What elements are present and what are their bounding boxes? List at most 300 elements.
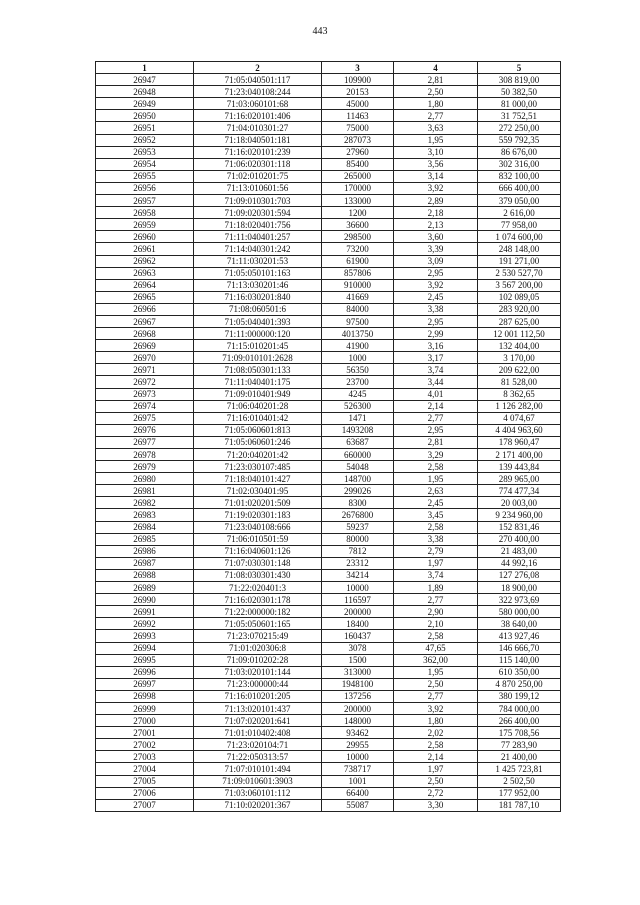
table-row <box>96 666 561 678</box>
cell-rate: 2,81 <box>394 436 478 448</box>
cell-cadastral-number: 71:23:000000:44 <box>194 678 322 690</box>
table-row <box>96 207 561 219</box>
cell-rate: 2,99 <box>394 328 478 340</box>
table-row <box>96 787 561 799</box>
cell-record-number: 26993 <box>96 630 194 642</box>
cell-record-number: 26954 <box>96 158 194 170</box>
table-row <box>96 582 561 594</box>
cell-record-number: 26972 <box>96 376 194 388</box>
cell-area: 29955 <box>322 739 394 751</box>
cell-area: 61900 <box>322 255 394 267</box>
cell-rate: 1,95 <box>394 134 478 146</box>
table-row <box>96 702 561 714</box>
cell-rate: 2,58 <box>394 461 478 473</box>
table-row <box>96 727 561 739</box>
data-table <box>95 61 561 812</box>
cell-area: 41669 <box>322 291 394 303</box>
cell-record-number: 26975 <box>96 412 194 424</box>
table-row <box>96 364 561 376</box>
cell-cadastral-number: 71:11:000000:120 <box>194 328 322 340</box>
cell-rate: 3,38 <box>394 533 478 545</box>
cell-cadastral-number: 71:07:020201:641 <box>194 715 322 727</box>
cell-cadastral-number: 71:11:040401:175 <box>194 376 322 388</box>
table-row <box>96 146 561 158</box>
table-row <box>96 279 561 291</box>
cell-area: 93462 <box>322 727 394 739</box>
table-row <box>96 642 561 654</box>
table-header <box>96 62 561 74</box>
cell-record-number: 26985 <box>96 533 194 545</box>
table-row <box>96 533 561 545</box>
cell-value: 21 483,00 <box>478 545 561 557</box>
cell-rate: 362,00 <box>394 654 478 666</box>
cell-rate: 2,81 <box>394 74 478 86</box>
cell-value: 666 400,00 <box>478 182 561 194</box>
cell-rate: 3,63 <box>394 122 478 134</box>
cell-cadastral-number: 71:06:040201:28 <box>194 400 322 412</box>
cell-rate: 4,01 <box>394 388 478 400</box>
cell-cadastral-number: 71:09:020301:594 <box>194 207 322 219</box>
cell-record-number: 26950 <box>96 110 194 122</box>
cell-cadastral-number: 71:08:060501:6 <box>194 303 322 315</box>
cell-value: 308 819,00 <box>478 74 561 86</box>
cell-cadastral-number: 71:23:070215:49 <box>194 630 322 642</box>
cell-record-number: 26965 <box>96 291 194 303</box>
table-row <box>96 473 561 485</box>
cell-rate: 2,18 <box>394 207 478 219</box>
cell-rate: 2,50 <box>394 775 478 787</box>
cell-value: 178 960,47 <box>478 436 561 448</box>
cell-rate: 3,10 <box>394 146 478 158</box>
cell-rate: 3,29 <box>394 449 478 461</box>
table-row <box>96 255 561 267</box>
cell-cadastral-number: 71:13:020101:437 <box>194 702 322 714</box>
cell-area: 133000 <box>322 195 394 207</box>
cell-record-number: 26986 <box>96 545 194 557</box>
cell-record-number: 27004 <box>96 763 194 775</box>
cell-rate: 3,92 <box>394 702 478 714</box>
cell-rate: 3,09 <box>394 255 478 267</box>
table-row <box>96 690 561 702</box>
cell-area: 299026 <box>322 485 394 497</box>
cell-value: 139 443,84 <box>478 461 561 473</box>
table-row <box>96 158 561 170</box>
cell-value: 248 148,00 <box>478 243 561 255</box>
cell-record-number: 26962 <box>96 255 194 267</box>
cell-record-number: 26961 <box>96 243 194 255</box>
table-row <box>96 630 561 642</box>
cell-area: 54048 <box>322 461 394 473</box>
cell-area: 23312 <box>322 557 394 569</box>
cell-area: 298500 <box>322 231 394 243</box>
table-row <box>96 182 561 194</box>
header-row <box>96 62 561 74</box>
cell-value: 379 050,00 <box>478 195 561 207</box>
cell-area: 10000 <box>322 751 394 763</box>
cell-cadastral-number: 71:05:040401:393 <box>194 315 322 327</box>
cell-cadastral-number: 71:22:000000:182 <box>194 606 322 618</box>
cell-cadastral-number: 71:01:020306:8 <box>194 642 322 654</box>
table-row <box>96 352 561 364</box>
cell-area: 55087 <box>322 799 394 811</box>
cell-rate: 3,92 <box>394 182 478 194</box>
cell-value: 580 000,00 <box>478 606 561 618</box>
cell-record-number: 26953 <box>96 146 194 158</box>
cell-record-number: 26968 <box>96 328 194 340</box>
cell-area: 66400 <box>322 787 394 799</box>
cell-value: 832 100,00 <box>478 170 561 182</box>
cell-area: 109900 <box>322 74 394 86</box>
cell-rate: 1,80 <box>394 715 478 727</box>
cell-record-number: 26964 <box>96 279 194 291</box>
cell-record-number: 26958 <box>96 207 194 219</box>
cell-value: 287 625,00 <box>478 315 561 327</box>
cell-record-number: 27005 <box>96 775 194 787</box>
cell-record-number: 26978 <box>96 449 194 461</box>
cell-cadastral-number: 71:05:050601:165 <box>194 618 322 630</box>
cell-rate: 1,89 <box>394 582 478 594</box>
table-row <box>96 388 561 400</box>
cell-cadastral-number: 71:11:040401:257 <box>194 231 322 243</box>
cell-cadastral-number: 71:16:030201:840 <box>194 291 322 303</box>
cell-value: 86 676,00 <box>478 146 561 158</box>
cell-cadastral-number: 71:01:020201:509 <box>194 497 322 509</box>
cell-cadastral-number: 71:16:020101:406 <box>194 110 322 122</box>
cell-value: 115 140,00 <box>478 654 561 666</box>
cell-value: 4 074,67 <box>478 412 561 424</box>
cell-cadastral-number: 71:04:010301:27 <box>194 122 322 134</box>
cell-cadastral-number: 71:18:040501:181 <box>194 134 322 146</box>
cell-value: 559 792,35 <box>478 134 561 146</box>
cell-value: 610 350,00 <box>478 666 561 678</box>
table-row <box>96 195 561 207</box>
cell-cadastral-number: 71:01:010402:408 <box>194 727 322 739</box>
table-row <box>96 569 561 581</box>
cell-value: 132 404,00 <box>478 340 561 352</box>
cell-area: 8300 <box>322 497 394 509</box>
cell-area: 148700 <box>322 473 394 485</box>
cell-cadastral-number: 71:22:020401:3 <box>194 582 322 594</box>
cell-value: 2 171 400,00 <box>478 449 561 461</box>
cell-value: 81 528,00 <box>478 376 561 388</box>
cell-rate: 2,90 <box>394 606 478 618</box>
cell-record-number: 27007 <box>96 799 194 811</box>
cell-rate: 2,79 <box>394 545 478 557</box>
cell-area: 23700 <box>322 376 394 388</box>
cell-record-number: 26967 <box>96 315 194 327</box>
cell-cadastral-number: 71:16:040601:126 <box>194 545 322 557</box>
table-row <box>96 291 561 303</box>
cell-record-number: 27000 <box>96 715 194 727</box>
cell-record-number: 26956 <box>96 182 194 194</box>
cell-rate: 2,58 <box>394 630 478 642</box>
cell-record-number: 26949 <box>96 98 194 110</box>
cell-area: 41900 <box>322 340 394 352</box>
cell-area: 27960 <box>322 146 394 158</box>
table-row <box>96 521 561 533</box>
column-header-4: 4 <box>394 62 478 74</box>
cell-record-number: 26979 <box>96 461 194 473</box>
cell-cadastral-number: 71:02:030401:95 <box>194 485 322 497</box>
table-row <box>96 751 561 763</box>
table-row <box>96 110 561 122</box>
cell-value: 20 003,00 <box>478 497 561 509</box>
cell-cadastral-number: 71:08:050301:133 <box>194 364 322 376</box>
cell-rate: 1,97 <box>394 557 478 569</box>
cell-record-number: 26980 <box>96 473 194 485</box>
table-row <box>96 436 561 448</box>
cell-value: 177 952,00 <box>478 787 561 799</box>
cell-rate: 2,72 <box>394 787 478 799</box>
cell-cadastral-number: 71:05:050101:163 <box>194 267 322 279</box>
cell-value: 181 787,10 <box>478 799 561 811</box>
cell-rate: 2,14 <box>394 400 478 412</box>
cell-value: 413 927,46 <box>478 630 561 642</box>
table-row <box>96 231 561 243</box>
cell-rate: 3,38 <box>394 303 478 315</box>
cell-record-number: 26960 <box>96 231 194 243</box>
cell-value: 191 271,00 <box>478 255 561 267</box>
cell-record-number: 26988 <box>96 569 194 581</box>
cell-record-number: 27003 <box>96 751 194 763</box>
cell-area: 910000 <box>322 279 394 291</box>
cell-rate: 3,45 <box>394 509 478 521</box>
cell-cadastral-number: 71:09:010301:703 <box>194 195 322 207</box>
cell-rate: 2,89 <box>394 195 478 207</box>
cell-rate: 3,56 <box>394 158 478 170</box>
cell-rate: 3,39 <box>394 243 478 255</box>
cell-cadastral-number: 71:14:040301:242 <box>194 243 322 255</box>
cell-value: 283 920,00 <box>478 303 561 315</box>
cell-cadastral-number: 71:16:010201:205 <box>194 690 322 702</box>
cell-value: 289 965,00 <box>478 473 561 485</box>
cell-cadastral-number: 71:05:040501:117 <box>194 74 322 86</box>
table-row <box>96 267 561 279</box>
cell-rate: 3,44 <box>394 376 478 388</box>
cell-cadastral-number: 71:05:060601:246 <box>194 436 322 448</box>
cell-cadastral-number: 71:09:010202:28 <box>194 654 322 666</box>
cell-area: 84000 <box>322 303 394 315</box>
cell-rate: 2,95 <box>394 267 478 279</box>
table-row <box>96 715 561 727</box>
cell-cadastral-number: 71:23:030107:485 <box>194 461 322 473</box>
cell-value: 3 170,00 <box>478 352 561 364</box>
cell-cadastral-number: 71:23:040108:244 <box>194 86 322 98</box>
table-row <box>96 606 561 618</box>
cell-cadastral-number: 71:02:010201:75 <box>194 170 322 182</box>
cell-area: 18400 <box>322 618 394 630</box>
cell-cadastral-number: 71:23:040108:666 <box>194 521 322 533</box>
cell-area: 200000 <box>322 702 394 714</box>
cell-record-number: 26963 <box>96 267 194 279</box>
cell-area: 45000 <box>322 98 394 110</box>
cell-area: 738717 <box>322 763 394 775</box>
cell-area: 137256 <box>322 690 394 702</box>
cell-record-number: 26952 <box>96 134 194 146</box>
table-row <box>96 122 561 134</box>
table-row <box>96 98 561 110</box>
cell-value: 302 316,00 <box>478 158 561 170</box>
cell-cadastral-number: 71:23:020104:71 <box>194 739 322 751</box>
cell-area: 3078 <box>322 642 394 654</box>
cell-rate: 3,17 <box>394 352 478 364</box>
table-row <box>96 315 561 327</box>
table-row <box>96 134 561 146</box>
cell-value: 21 400,00 <box>478 751 561 763</box>
cell-value: 44 992,16 <box>478 557 561 569</box>
cell-cadastral-number: 71:06:010501:59 <box>194 533 322 545</box>
cell-area: 11463 <box>322 110 394 122</box>
cell-value: 2 530 527,70 <box>478 267 561 279</box>
cell-cadastral-number: 71:16:020301:178 <box>194 594 322 606</box>
cell-record-number: 26991 <box>96 606 194 618</box>
table-row <box>96 219 561 231</box>
cell-cadastral-number: 71:07:010101:494 <box>194 763 322 775</box>
column-header-3: 3 <box>322 62 394 74</box>
cell-value: 270 400,00 <box>478 533 561 545</box>
cell-area: 34214 <box>322 569 394 581</box>
cell-cadastral-number: 71:11:030201:53 <box>194 255 322 267</box>
table-row <box>96 509 561 521</box>
cell-record-number: 26976 <box>96 424 194 436</box>
cell-area: 857806 <box>322 267 394 279</box>
cell-area: 7812 <box>322 545 394 557</box>
cell-value: 146 666,70 <box>478 642 561 654</box>
cell-area: 1471 <box>322 412 394 424</box>
cell-value: 1 425 723,81 <box>478 763 561 775</box>
cell-area: 1001 <box>322 775 394 787</box>
cell-rate: 2,58 <box>394 739 478 751</box>
cell-area: 1948100 <box>322 678 394 690</box>
table-row <box>96 303 561 315</box>
column-header-1: 1 <box>96 62 194 74</box>
cell-area: 148000 <box>322 715 394 727</box>
cell-rate: 2,13 <box>394 219 478 231</box>
cell-area: 73200 <box>322 243 394 255</box>
cell-cadastral-number: 71:07:030301:148 <box>194 557 322 569</box>
cell-record-number: 27001 <box>96 727 194 739</box>
table-row <box>96 557 561 569</box>
table-row <box>96 461 561 473</box>
cell-rate: 2,63 <box>394 485 478 497</box>
cell-value: 4 870 250,00 <box>478 678 561 690</box>
cell-rate: 3,16 <box>394 340 478 352</box>
table-row <box>96 170 561 182</box>
cell-rate: 2,50 <box>394 678 478 690</box>
cell-area: 313000 <box>322 666 394 678</box>
cell-cadastral-number: 71:18:040101:427 <box>194 473 322 485</box>
table-row <box>96 739 561 751</box>
cell-value: 175 708,56 <box>478 727 561 739</box>
cell-record-number: 26971 <box>96 364 194 376</box>
cell-record-number: 26997 <box>96 678 194 690</box>
cell-record-number: 26998 <box>96 690 194 702</box>
table-row <box>96 400 561 412</box>
cell-area: 4013750 <box>322 328 394 340</box>
cell-area: 80000 <box>322 533 394 545</box>
cell-rate: 2,77 <box>394 412 478 424</box>
table-row <box>96 654 561 666</box>
cell-record-number: 26948 <box>96 86 194 98</box>
cell-value: 77 958,00 <box>478 219 561 231</box>
page-number: 443 <box>312 26 328 37</box>
table-row <box>96 775 561 787</box>
cell-rate: 2,77 <box>394 690 478 702</box>
table-row <box>96 678 561 690</box>
cell-record-number: 26951 <box>96 122 194 134</box>
cell-record-number: 26990 <box>96 594 194 606</box>
cell-rate: 2,77 <box>394 110 478 122</box>
cell-rate: 2,95 <box>394 315 478 327</box>
cell-area: 526300 <box>322 400 394 412</box>
cell-area: 10000 <box>322 582 394 594</box>
cell-rate: 3,14 <box>394 170 478 182</box>
cell-value: 380 199,12 <box>478 690 561 702</box>
cell-value: 4 404 963,60 <box>478 424 561 436</box>
cell-rate: 1,95 <box>394 666 478 678</box>
cell-cadastral-number: 71:13:010601:56 <box>194 182 322 194</box>
cell-cadastral-number: 71:06:020301:118 <box>194 158 322 170</box>
cell-rate: 2,10 <box>394 618 478 630</box>
cell-value: 1 126 282,00 <box>478 400 561 412</box>
cell-record-number: 26989 <box>96 582 194 594</box>
cell-value: 9 234 960,00 <box>478 509 561 521</box>
cell-rate: 1,95 <box>394 473 478 485</box>
cell-rate: 2,95 <box>394 424 478 436</box>
cell-value: 127 276,08 <box>478 569 561 581</box>
cell-cadastral-number: 71:13:030201:46 <box>194 279 322 291</box>
cell-record-number: 26955 <box>96 170 194 182</box>
cell-record-number: 27002 <box>96 739 194 751</box>
cell-cadastral-number: 71:19:020301:183 <box>194 509 322 521</box>
cell-cadastral-number: 71:16:020101:239 <box>194 146 322 158</box>
cell-value: 1 074 600,00 <box>478 231 561 243</box>
cell-value: 77 283,90 <box>478 739 561 751</box>
cell-area: 20153 <box>322 86 394 98</box>
cell-rate: 2,45 <box>394 497 478 509</box>
cell-cadastral-number: 71:22:050313:57 <box>194 751 322 763</box>
cell-value: 18 900,00 <box>478 582 561 594</box>
cell-record-number: 26987 <box>96 557 194 569</box>
cell-value: 322 973,69 <box>478 594 561 606</box>
cell-cadastral-number: 71:20:040201:42 <box>194 449 322 461</box>
cell-value: 209 622,00 <box>478 364 561 376</box>
cell-area: 56350 <box>322 364 394 376</box>
cell-cadastral-number: 71:05:060601:813 <box>194 424 322 436</box>
table-row <box>96 340 561 352</box>
cell-area: 63687 <box>322 436 394 448</box>
cell-rate: 3,60 <box>394 231 478 243</box>
column-header-5: 5 <box>478 62 561 74</box>
cell-area: 4245 <box>322 388 394 400</box>
cell-value: 12 001 112,50 <box>478 328 561 340</box>
cell-record-number: 26974 <box>96 400 194 412</box>
cell-area: 660000 <box>322 449 394 461</box>
cell-value: 3 567 200,00 <box>478 279 561 291</box>
cell-record-number: 26969 <box>96 340 194 352</box>
cell-rate: 3,74 <box>394 569 478 581</box>
cell-area: 1500 <box>322 654 394 666</box>
cell-rate: 3,30 <box>394 799 478 811</box>
table-row <box>96 74 561 86</box>
table-row <box>96 545 561 557</box>
cell-cadastral-number: 71:08:030301:430 <box>194 569 322 581</box>
cell-area: 116597 <box>322 594 394 606</box>
table-row <box>96 412 561 424</box>
cell-area: 160437 <box>322 630 394 642</box>
column-header-2: 2 <box>194 62 322 74</box>
cell-record-number: 27006 <box>96 787 194 799</box>
